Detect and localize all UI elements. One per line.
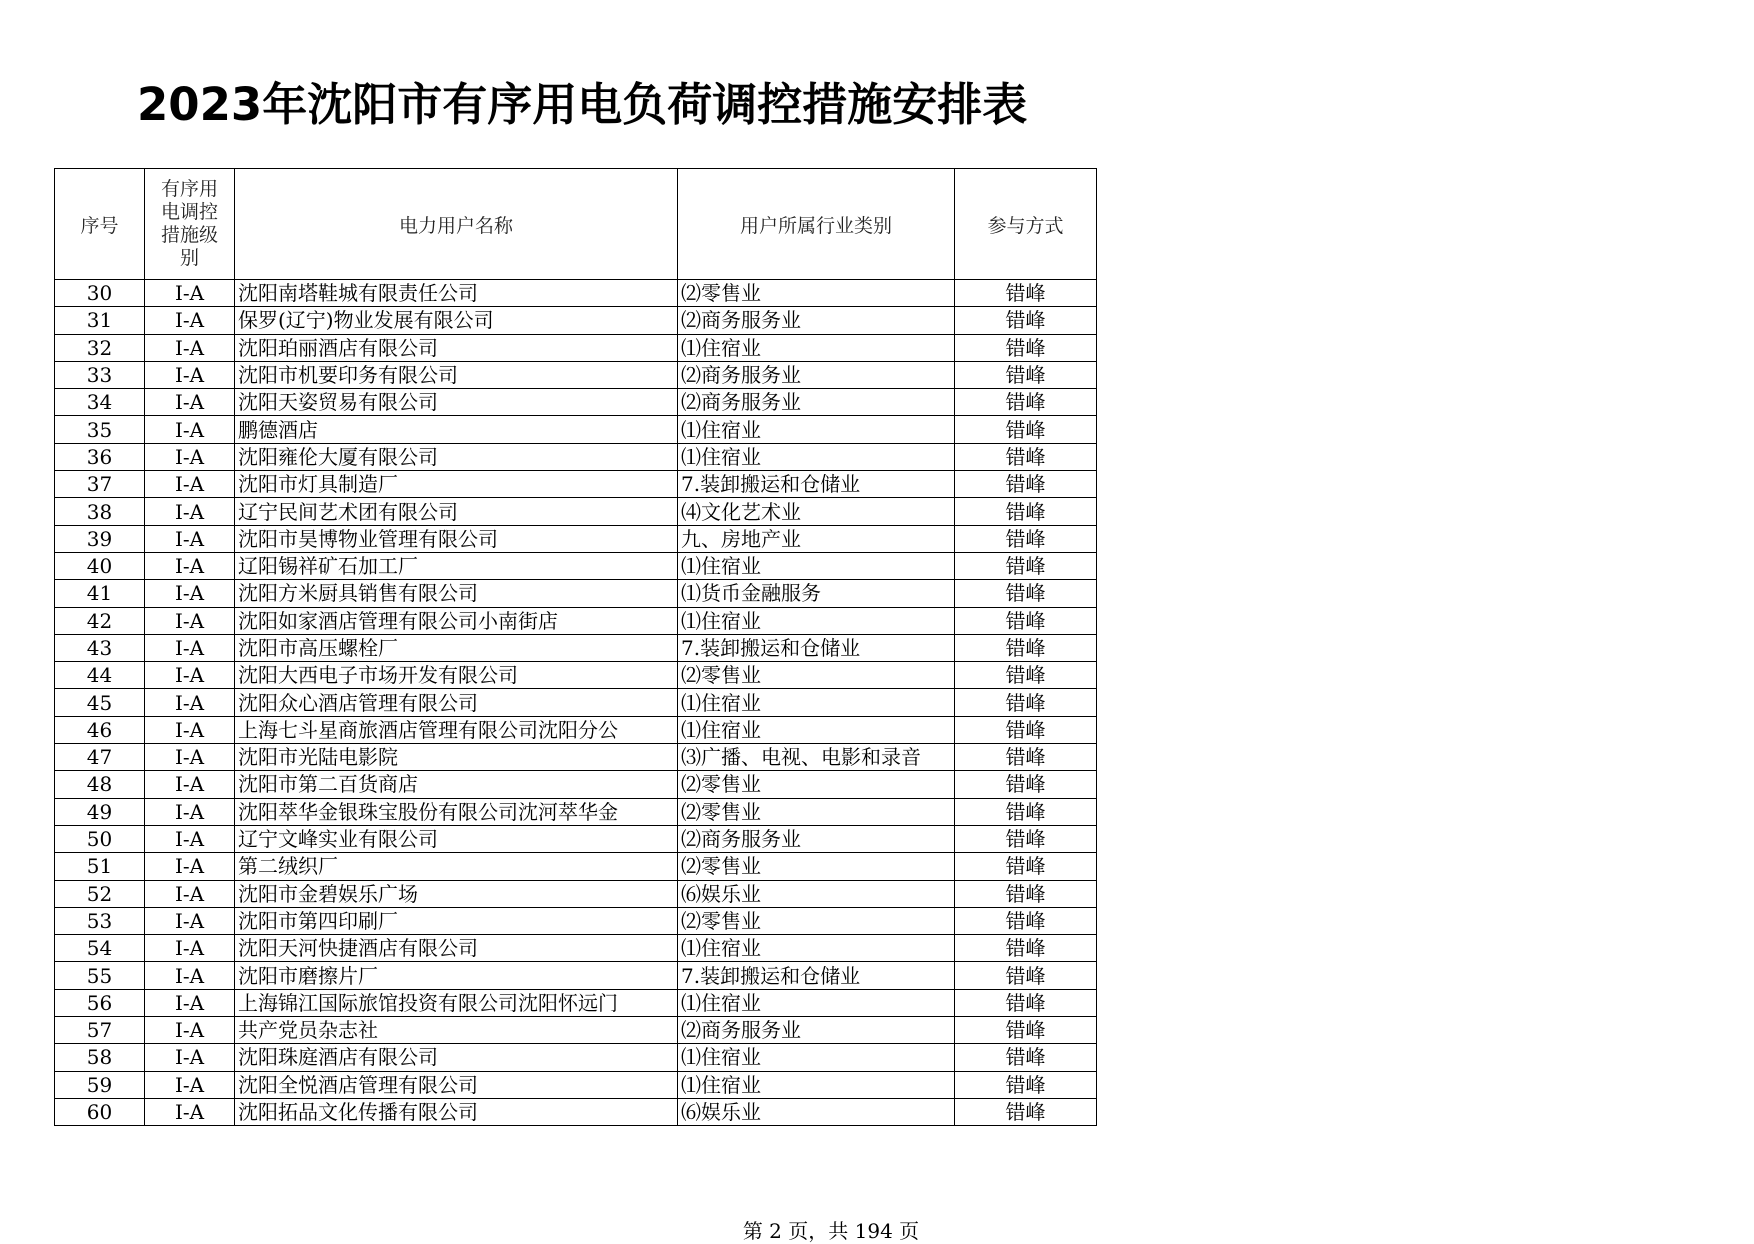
cell-serial-no: 35 (55, 416, 145, 443)
cell-serial-no: 44 (55, 662, 145, 689)
cell-user-name: 沈阳天河快捷酒店有限公司 (235, 935, 678, 962)
cell-control-level: I-A (145, 389, 235, 416)
cell-participation-mode: 错峰 (955, 935, 1097, 962)
cell-participation-mode: 错峰 (955, 1017, 1097, 1044)
cell-industry: ⑴住宿业 (678, 1044, 955, 1071)
cell-user-name: 沈阳天姿贸易有限公司 (235, 389, 678, 416)
cell-industry: ⑵零售业 (678, 662, 955, 689)
cell-control-level: I-A (145, 989, 235, 1016)
cell-serial-no: 47 (55, 744, 145, 771)
cell-participation-mode: 错峰 (955, 962, 1097, 989)
cell-serial-no: 58 (55, 1044, 145, 1071)
cell-industry: ⑵商务服务业 (678, 361, 955, 388)
cell-serial-no: 51 (55, 853, 145, 880)
cell-serial-no: 37 (55, 471, 145, 498)
cell-user-name: 沈阳市金碧娱乐广场 (235, 880, 678, 907)
cell-serial-no: 42 (55, 607, 145, 634)
cell-participation-mode: 错峰 (955, 307, 1097, 334)
cell-participation-mode: 错峰 (955, 525, 1097, 552)
cell-participation-mode: 错峰 (955, 853, 1097, 880)
cell-industry: ⑴货币金融服务 (678, 580, 955, 607)
cell-serial-no: 60 (55, 1098, 145, 1125)
cell-control-level: I-A (145, 1071, 235, 1098)
cell-industry: ⑴住宿业 (678, 1071, 955, 1098)
table-row (55, 880, 1097, 907)
table-row (55, 798, 1097, 825)
cell-industry: ⑹娱乐业 (678, 880, 955, 907)
cell-user-name: 沈阳市昊博物业管理有限公司 (235, 525, 678, 552)
cell-participation-mode: 错峰 (955, 662, 1097, 689)
cell-user-name: 沈阳众心酒店管理有限公司 (235, 689, 678, 716)
cell-industry: ⑴住宿业 (678, 989, 955, 1016)
table-row (55, 525, 1097, 552)
table-header-row (55, 169, 1097, 280)
cell-control-level: I-A (145, 443, 235, 470)
cell-serial-no: 45 (55, 689, 145, 716)
cell-control-level: I-A (145, 634, 235, 661)
cell-control-level: I-A (145, 853, 235, 880)
table-row (55, 334, 1097, 361)
cell-serial-no: 39 (55, 525, 145, 552)
cell-user-name: 沈阳市灯具制造厂 (235, 471, 678, 498)
table-row (55, 1044, 1097, 1071)
cell-industry: ⑴住宿业 (678, 443, 955, 470)
cell-user-name: 沈阳雍伦大厦有限公司 (235, 443, 678, 470)
cell-control-level: I-A (145, 1044, 235, 1071)
cell-serial-no: 53 (55, 907, 145, 934)
cell-user-name: 共产党员杂志社 (235, 1017, 678, 1044)
load-control-table (54, 168, 1097, 1126)
cell-user-name: 沈阳萃华金银珠宝股份有限公司沈河萃华金 (235, 798, 678, 825)
cell-user-name: 辽宁文峰实业有限公司 (235, 825, 678, 852)
cell-participation-mode: 错峰 (955, 280, 1097, 307)
table-row (55, 580, 1097, 607)
table-row (55, 416, 1097, 443)
header-industry: 用户所属行业类别 (678, 169, 955, 280)
table-row (55, 1098, 1097, 1125)
cell-user-name: 沈阳市光陆电影院 (235, 744, 678, 771)
cell-participation-mode: 错峰 (955, 361, 1097, 388)
table-row (55, 716, 1097, 743)
cell-control-level: I-A (145, 771, 235, 798)
table-row (55, 1017, 1097, 1044)
cell-participation-mode: 错峰 (955, 416, 1097, 443)
cell-control-level: I-A (145, 1098, 235, 1125)
cell-user-name: 沈阳珠庭酒店有限公司 (235, 1044, 678, 1071)
table-row (55, 552, 1097, 579)
cell-serial-no: 55 (55, 962, 145, 989)
cell-industry: ⑴住宿业 (678, 334, 955, 361)
cell-industry: ⑵零售业 (678, 907, 955, 934)
cell-serial-no: 54 (55, 935, 145, 962)
cell-participation-mode: 错峰 (955, 771, 1097, 798)
cell-serial-no: 32 (55, 334, 145, 361)
cell-control-level: I-A (145, 280, 235, 307)
cell-control-level: I-A (145, 962, 235, 989)
cell-control-level: I-A (145, 716, 235, 743)
table-row (55, 989, 1097, 1016)
cell-serial-no: 48 (55, 771, 145, 798)
cell-serial-no: 56 (55, 989, 145, 1016)
cell-serial-no: 43 (55, 634, 145, 661)
table-row (55, 471, 1097, 498)
cell-user-name: 沈阳珀丽酒店有限公司 (235, 334, 678, 361)
cell-user-name: 沈阳全悦酒店管理有限公司 (235, 1071, 678, 1098)
cell-user-name: 辽阳锡祥矿石加工厂 (235, 552, 678, 579)
cell-industry: 7.装卸搬运和仓储业 (678, 634, 955, 661)
cell-participation-mode: 错峰 (955, 607, 1097, 634)
cell-serial-no: 52 (55, 880, 145, 907)
cell-user-name: 沈阳市高压螺栓厂 (235, 634, 678, 661)
cell-serial-no: 59 (55, 1071, 145, 1098)
cell-control-level: I-A (145, 334, 235, 361)
table-row (55, 962, 1097, 989)
header-user-name: 电力用户名称 (235, 169, 678, 280)
cell-control-level: I-A (145, 935, 235, 962)
cell-participation-mode: 错峰 (955, 744, 1097, 771)
cell-user-name: 沈阳市机要印务有限公司 (235, 361, 678, 388)
cell-industry: 九、房地产业 (678, 525, 955, 552)
cell-user-name: 第二绒织厂 (235, 853, 678, 880)
cell-participation-mode: 错峰 (955, 389, 1097, 416)
cell-control-level: I-A (145, 907, 235, 934)
cell-control-level: I-A (145, 798, 235, 825)
cell-participation-mode: 错峰 (955, 634, 1097, 661)
cell-control-level: I-A (145, 689, 235, 716)
table-row (55, 825, 1097, 852)
cell-control-level: I-A (145, 880, 235, 907)
cell-user-name: 上海锦江国际旅馆投资有限公司沈阳怀远门 (235, 989, 678, 1016)
cell-participation-mode: 错峰 (955, 798, 1097, 825)
header-serial-no: 序号 (55, 169, 145, 280)
page-footer (0, 1215, 1754, 1244)
cell-participation-mode: 错峰 (955, 716, 1097, 743)
cell-industry: ⑵商务服务业 (678, 1017, 955, 1044)
cell-control-level: I-A (145, 525, 235, 552)
cell-participation-mode: 错峰 (955, 498, 1097, 525)
cell-user-name: 沈阳拓品文化传播有限公司 (235, 1098, 678, 1125)
cell-user-name: 沈阳如家酒店管理有限公司小南街店 (235, 607, 678, 634)
cell-serial-no: 40 (55, 552, 145, 579)
cell-industry: ⑴住宿业 (678, 716, 955, 743)
cell-participation-mode: 错峰 (955, 334, 1097, 361)
cell-participation-mode: 错峰 (955, 880, 1097, 907)
table-row (55, 853, 1097, 880)
cell-user-name: 辽宁民间艺术团有限公司 (235, 498, 678, 525)
cell-user-name: 沈阳市磨擦片厂 (235, 962, 678, 989)
cell-control-level: I-A (145, 307, 235, 334)
cell-industry: 7.装卸搬运和仓储业 (678, 962, 955, 989)
cell-control-level: I-A (145, 1017, 235, 1044)
cell-serial-no: 46 (55, 716, 145, 743)
table-row (55, 307, 1097, 334)
table-row (55, 634, 1097, 661)
cell-industry: ⑵商务服务业 (678, 307, 955, 334)
cell-serial-no: 38 (55, 498, 145, 525)
cell-control-level: I-A (145, 498, 235, 525)
cell-serial-no: 31 (55, 307, 145, 334)
table-row (55, 280, 1097, 307)
cell-participation-mode: 错峰 (955, 1044, 1097, 1071)
cell-control-level: I-A (145, 580, 235, 607)
cell-participation-mode: 错峰 (955, 580, 1097, 607)
cell-serial-no: 33 (55, 361, 145, 388)
table-row (55, 1071, 1097, 1098)
cell-industry: ⑴住宿业 (678, 607, 955, 634)
cell-participation-mode: 错峰 (955, 1071, 1097, 1098)
cell-serial-no: 34 (55, 389, 145, 416)
table-row (55, 361, 1097, 388)
cell-participation-mode: 错峰 (955, 689, 1097, 716)
cell-serial-no: 49 (55, 798, 145, 825)
table-row (55, 907, 1097, 934)
table-row (55, 935, 1097, 962)
table-body (55, 280, 1097, 1126)
cell-user-name: 鹏德酒店 (235, 416, 678, 443)
cell-user-name: 保罗(辽宁)物业发展有限公司 (235, 307, 678, 334)
cell-industry: ⑹娱乐业 (678, 1098, 955, 1125)
table-row (55, 771, 1097, 798)
cell-serial-no: 57 (55, 1017, 145, 1044)
cell-participation-mode: 错峰 (955, 552, 1097, 579)
table-row (55, 744, 1097, 771)
cell-industry: ⑴住宿业 (678, 416, 955, 443)
header-control-level: 有序用电调控措施级别 (145, 169, 235, 280)
table-row (55, 498, 1097, 525)
cell-control-level: I-A (145, 662, 235, 689)
cell-user-name: 沈阳南塔鞋城有限责任公司 (235, 280, 678, 307)
page-title: 2023年沈阳市有序用电负荷调控措施安排表 (137, 78, 1028, 131)
cell-user-name: 沈阳方米厨具销售有限公司 (235, 580, 678, 607)
cell-industry: ⑵零售业 (678, 771, 955, 798)
cell-industry: ⑴住宿业 (678, 935, 955, 962)
cell-user-name: 上海七斗星商旅酒店管理有限公司沈阳分公 (235, 716, 678, 743)
cell-participation-mode: 错峰 (955, 825, 1097, 852)
table-row (55, 607, 1097, 634)
cell-industry: ⑷文化艺术业 (678, 498, 955, 525)
cell-participation-mode: 错峰 (955, 471, 1097, 498)
page-number-text: 第 2 页，共 194 页 (742, 1219, 920, 1243)
cell-participation-mode: 错峰 (955, 443, 1097, 470)
cell-participation-mode: 错峰 (955, 907, 1097, 934)
cell-control-level: I-A (145, 416, 235, 443)
cell-user-name: 沈阳市第四印刷厂 (235, 907, 678, 934)
cell-serial-no: 41 (55, 580, 145, 607)
cell-industry: ⑴住宿业 (678, 689, 955, 716)
cell-serial-no: 36 (55, 443, 145, 470)
cell-industry: ⑵零售业 (678, 798, 955, 825)
cell-industry: ⑵商务服务业 (678, 825, 955, 852)
cell-industry: ⑶广播、电视、电影和录音 (678, 744, 955, 771)
cell-industry: ⑵零售业 (678, 853, 955, 880)
cell-user-name: 沈阳大西电子市场开发有限公司 (235, 662, 678, 689)
table-row (55, 689, 1097, 716)
cell-participation-mode: 错峰 (955, 1098, 1097, 1125)
cell-industry: ⑵商务服务业 (678, 389, 955, 416)
cell-industry: 7.装卸搬运和仓储业 (678, 471, 955, 498)
cell-serial-no: 30 (55, 280, 145, 307)
cell-user-name: 沈阳市第二百货商店 (235, 771, 678, 798)
cell-industry: ⑴住宿业 (678, 552, 955, 579)
cell-control-level: I-A (145, 607, 235, 634)
header-participation-mode: 参与方式 (955, 169, 1097, 280)
cell-control-level: I-A (145, 471, 235, 498)
cell-control-level: I-A (145, 552, 235, 579)
table-row (55, 389, 1097, 416)
cell-industry: ⑵零售业 (678, 280, 955, 307)
cell-serial-no: 50 (55, 825, 145, 852)
cell-participation-mode: 错峰 (955, 989, 1097, 1016)
table-row (55, 662, 1097, 689)
table-row (55, 443, 1097, 470)
cell-control-level: I-A (145, 825, 235, 852)
cell-control-level: I-A (145, 744, 235, 771)
cell-control-level: I-A (145, 361, 235, 388)
